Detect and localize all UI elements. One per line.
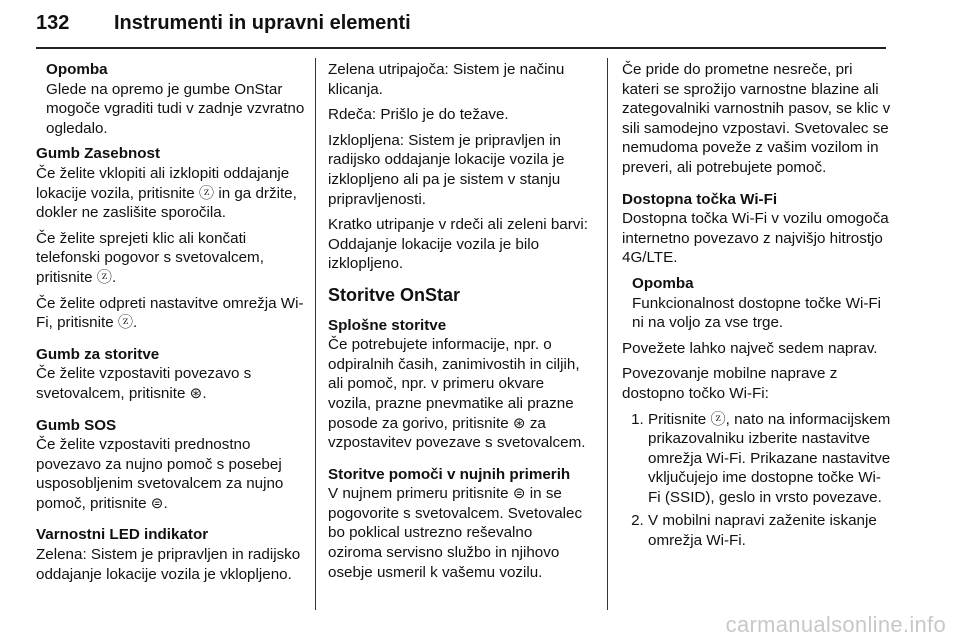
led-heading: Varnostni LED indikator [36, 526, 209, 544]
column-2 [328, 60, 590, 588]
privacy-heading: Gumb Zasebnost [36, 145, 161, 163]
page-number: 132 [36, 12, 70, 34]
paragraph: Zelena utripajoča: Sistem je načinu klicanja. [328, 61, 565, 98]
paragraph: Če želite odpreti nastavitve omrežja Wi-Fi, pritisnite ⓩ. [36, 294, 304, 332]
note-text: Glede na opremo je gumbe OnStar mogoče vgraditi tudi v zadnje vzvratno ogledalo. [46, 80, 305, 137]
paragraph: Zelena: Sistem je pripravljen in radijsko oddajanje lokacije vozila je vklopljeno. [36, 546, 301, 583]
general-heading: Splošne storitve [328, 316, 447, 334]
paragraph: V nujnem primeru pritisnite ⊜ in se pogovorite s svetovalcem. Svetovalec bo poklical ustrezno reševalno oziroma servisno službo in njihovo osebje usmeril k vašemu vozilu. [328, 485, 583, 581]
paragraph: Če želite vzpostaviti prednostno povezavo za nujno pomoč s posebej usposobljenim svetovalcem za nujno pomoč, pritisnite ⊜. [36, 436, 284, 512]
paragraph: Izklopljena: Sistem je pripravljen in radijsko oddajanje lokacije vozila je izklopljeno ali pa je sistem v stanju pripravljenosti. [328, 131, 565, 208]
column-3 [622, 60, 892, 555]
column-divider [607, 58, 608, 610]
paragraph: Če pride do prometne nesreče, pri kateri se sprožijo varnostne blazine ali zategovalniki varnostnih pasov, se klic v sili samodejno vzpostavi. Svetovalec se nemudoma poveže z vašim vozilom in preveri, ali potrebujete pomoč. [622, 61, 891, 176]
section-title: Storitve OnStar [328, 284, 461, 305]
list-item: 1. Pritisnite ⓩ, nato na informacijskem prikazovalniku izberite nastavitve omrežja Wi-Fi. Prikazane nastavitve vključujejo ime dostopne točke Wi-Fi (SSID), geslo in vrsto povezave. [648, 410, 892, 508]
steps-list [622, 410, 892, 551]
watermark: carmanualsonline.info [725, 612, 946, 637]
paragraph: Če želite sprejeti klic ali končati telefonski pogovor s svetovalcem, pritisnite ⓩ. [36, 229, 264, 286]
page-header [36, 6, 886, 46]
paragraph: Dostopna točka Wi-Fi v vozilu omogoča internetno povezavo z najvišjo hitrostjo 4G/LTE. [622, 210, 889, 267]
sos-heading: Gumb SOS [36, 416, 117, 434]
column-1 [36, 60, 308, 590]
paragraph: Kratko utripanje v rdeči ali zeleni barvi: Oddajanje lokacije vozila je bilo izklopljeno. [328, 216, 588, 273]
note-text: Funkcionalnost dostopne točke Wi-Fi ni na voljo za vse trge. [632, 294, 882, 332]
paragraph: Če želite vklopiti ali izklopiti oddajanje lokacije vozila, pritisnite ⓩ in ga držite, dokler ne zaslišite sporočila. [36, 164, 297, 222]
note-box [622, 274, 892, 333]
emergency-heading: Storitve pomoči v nujnih primerih [328, 465, 571, 483]
header-divider [36, 47, 886, 49]
service-heading: Gumb za storitve [36, 345, 160, 363]
note-title: Opomba [46, 61, 108, 78]
paragraph: Če želite vzpostaviti povezavo s svetovalcem, pritisnite ⊛. [36, 365, 252, 402]
list-item: 2. V mobilni napravi zaženite iskanje omrežja Wi-Fi. [648, 511, 892, 550]
paragraph: Povežete lahko največ sedem naprav. [622, 339, 878, 357]
note-box [36, 60, 308, 138]
note-title: Opomba [632, 274, 694, 292]
column-divider [315, 58, 316, 610]
paragraph: Povezovanje mobilne naprave z dostopno točko Wi-Fi: [622, 365, 838, 402]
paragraph: Če potrebujete informacije, npr. o odpiralnih časih, zanimivostih in ciljih, ali pomoč, npr. v primeru okvare vozila, prazne pnevmatike ali prazne posode za gorivo, pritisnite ⊛ za vzpostavitev povezave s svetovalcem. [328, 336, 586, 452]
page-title: Instrumenti in upravni elementi [114, 12, 411, 34]
paragraph: Rdeča: Prišlo je do težave. [328, 106, 509, 124]
wifi-heading: Dostopna točka Wi-Fi [622, 190, 778, 208]
